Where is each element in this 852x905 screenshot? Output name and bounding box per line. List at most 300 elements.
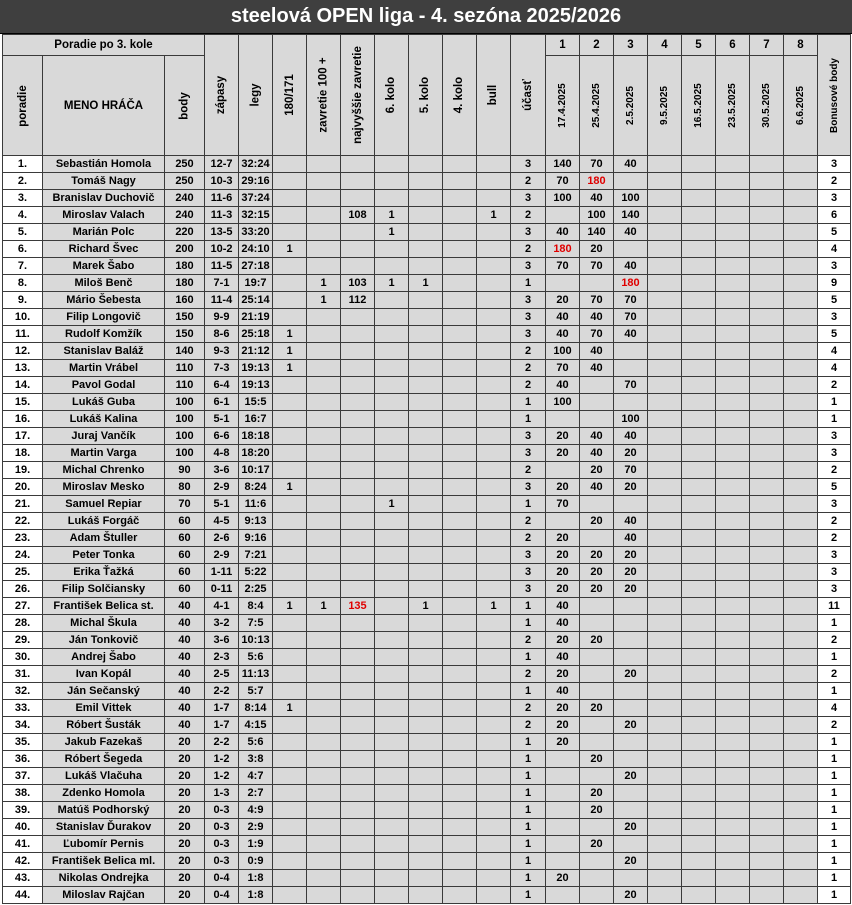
round-points-cell (783, 274, 818, 292)
round-points-cell (749, 155, 784, 173)
highest-checkout-cell (340, 852, 375, 870)
matches-cell: 9-9 (204, 308, 239, 326)
round-points-cell: 40 (545, 682, 580, 700)
matches-cell: 4-1 (204, 597, 239, 615)
round-points-cell (647, 784, 682, 802)
round-4-cell (442, 665, 477, 683)
round-points-cell (749, 563, 784, 581)
round-points-cell (647, 376, 682, 394)
round-points-cell (749, 801, 784, 819)
points-cell: 180 (164, 274, 205, 292)
round-4-cell (442, 733, 477, 751)
bonus-cell: 3 (817, 580, 851, 598)
checkout-100-cell (306, 869, 341, 887)
legs-cell: 29:16 (238, 172, 273, 190)
attendance-cell: 2 (510, 699, 546, 717)
round-points-cell (715, 886, 750, 904)
round-number: 2 (579, 34, 614, 56)
points-cell: 90 (164, 461, 205, 479)
bull-cell (476, 291, 511, 309)
round-points-cell (783, 597, 818, 615)
attendance-cell: 2 (510, 512, 546, 530)
attendance-cell: 2 (510, 461, 546, 479)
bonus-cell: 6 (817, 206, 851, 224)
round-6-cell (374, 852, 409, 870)
180-cell (272, 886, 307, 904)
player-name: Michal Chrenko (42, 461, 165, 479)
highest-checkout-cell (340, 580, 375, 598)
round-points-cell (579, 852, 614, 870)
checkout-100-cell: 1 (306, 274, 341, 292)
matches-cell: 11-5 (204, 257, 239, 275)
round-6-cell (374, 682, 409, 700)
round-points-cell (681, 580, 716, 598)
legs-cell: 24:10 (238, 240, 273, 258)
points-cell: 140 (164, 342, 205, 360)
round-points-cell (715, 733, 750, 751)
round-6-cell (374, 614, 409, 632)
highest-checkout-cell (340, 818, 375, 836)
round-points-cell (647, 461, 682, 479)
highest-checkout-cell (340, 393, 375, 411)
points-cell: 40 (164, 682, 205, 700)
highest-checkout-cell (340, 410, 375, 428)
round-points-cell (647, 308, 682, 326)
bonus-cell: 1 (817, 818, 851, 836)
attendance-cell: 1 (510, 835, 546, 853)
matches-cell: 0-3 (204, 801, 239, 819)
attendance-cell: 1 (510, 393, 546, 411)
checkout-100-cell (306, 529, 341, 547)
round-points-cell (749, 308, 784, 326)
highest-checkout-cell (340, 648, 375, 666)
highest-checkout-cell (340, 223, 375, 241)
bull-cell (476, 546, 511, 564)
legs-cell: 5:6 (238, 733, 273, 751)
round-points-cell: 40 (613, 325, 648, 343)
checkout-100-cell (306, 767, 341, 785)
round-points-cell (783, 223, 818, 241)
bonus-cell: 2 (817, 461, 851, 479)
bonus-cell: 2 (817, 376, 851, 394)
round-points-cell (749, 546, 784, 564)
round-points-cell (749, 869, 784, 887)
round-4-cell (442, 767, 477, 785)
round-points-cell: 20 (545, 529, 580, 547)
checkout-100-cell (306, 512, 341, 530)
round-points-cell (783, 665, 818, 683)
round-points-cell (579, 716, 614, 734)
round-points-cell: 20 (579, 835, 614, 853)
legs-cell: 2:7 (238, 784, 273, 802)
round-points-cell: 20 (579, 546, 614, 564)
round-points-cell (783, 886, 818, 904)
checkout-100-cell (306, 427, 341, 445)
round-points-cell (647, 767, 682, 785)
attendance-cell: 2 (510, 240, 546, 258)
round-points-cell: 20 (613, 767, 648, 785)
bonus-cell: 4 (817, 359, 851, 377)
bull-cell (476, 274, 511, 292)
round-points-cell (681, 529, 716, 547)
round-points-cell (783, 767, 818, 785)
attendance-cell: 1 (510, 750, 546, 768)
round-points-cell (681, 733, 716, 751)
round-points-cell (783, 393, 818, 411)
highest-checkout-cell (340, 767, 375, 785)
180-cell (272, 155, 307, 173)
round-4-cell (442, 478, 477, 496)
round-points-cell (613, 648, 648, 666)
180-cell (272, 665, 307, 683)
points-cell: 220 (164, 223, 205, 241)
checkout-100-cell (306, 410, 341, 428)
round-points-cell (783, 461, 818, 479)
round-points-cell (749, 495, 784, 513)
checkout-100-cell (306, 682, 341, 700)
attendance-cell: 3 (510, 444, 546, 462)
rank-cell: 41. (2, 835, 43, 853)
bonus-cell: 1 (817, 801, 851, 819)
round-4-cell (442, 427, 477, 445)
round-points-cell: 20 (545, 631, 580, 649)
rank-cell: 32. (2, 682, 43, 700)
round-points-cell (681, 546, 716, 564)
matches-cell: 13-5 (204, 223, 239, 241)
round-4-cell (442, 393, 477, 411)
header-highest-checkout-text: najvyššie zavretie (351, 46, 364, 144)
round-5-cell (408, 155, 443, 173)
round-points-cell (749, 597, 784, 615)
points-cell: 20 (164, 750, 205, 768)
bonus-cell: 3 (817, 427, 851, 445)
checkout-100-cell (306, 444, 341, 462)
bull-cell (476, 614, 511, 632)
round-points-cell (613, 342, 648, 360)
round-points-cell (749, 206, 784, 224)
round-points-cell (749, 682, 784, 700)
bonus-cell: 3 (817, 155, 851, 173)
round-4-cell (442, 257, 477, 275)
round-points-cell (783, 376, 818, 394)
legs-cell: 25:14 (238, 291, 273, 309)
bull-cell (476, 886, 511, 904)
checkout-100-cell (306, 206, 341, 224)
bull-cell (476, 325, 511, 343)
round-date-text: 23.5.2025 (727, 83, 738, 128)
round-points-cell: 70 (545, 495, 580, 513)
round-points-cell (715, 716, 750, 734)
round-points-cell (647, 529, 682, 547)
player-name: Tomáš Nagy (42, 172, 165, 190)
round-points-cell (681, 291, 716, 309)
bull-cell (476, 223, 511, 241)
header-legs-text: legy (249, 83, 262, 107)
round-4-cell (442, 818, 477, 836)
round-points-cell (545, 835, 580, 853)
rank-cell: 38. (2, 784, 43, 802)
round-points-cell (783, 818, 818, 836)
attendance-cell: 1 (510, 784, 546, 802)
attendance-cell: 1 (510, 495, 546, 513)
round-points-cell: 40 (579, 478, 614, 496)
points-cell: 150 (164, 325, 205, 343)
player-name: Martin Vrábel (42, 359, 165, 377)
points-cell: 110 (164, 376, 205, 394)
round-points-cell (545, 206, 580, 224)
round-points-cell (545, 274, 580, 292)
round-points-cell: 20 (579, 784, 614, 802)
bonus-cell: 1 (817, 852, 851, 870)
legs-cell: 32:24 (238, 155, 273, 173)
round-points-cell (613, 240, 648, 258)
round-points-cell: 70 (613, 308, 648, 326)
round-points-cell (545, 750, 580, 768)
checkout-100-cell (306, 818, 341, 836)
round-points-cell (579, 410, 614, 428)
rank-cell: 44. (2, 886, 43, 904)
round-5-cell (408, 580, 443, 598)
round-points-cell (715, 291, 750, 309)
player-name: Rudolf Komžík (42, 325, 165, 343)
matches-cell: 5-1 (204, 410, 239, 428)
checkout-100-cell (306, 223, 341, 241)
round-points-cell (715, 614, 750, 632)
rank-cell: 6. (2, 240, 43, 258)
round-4-cell (442, 155, 477, 173)
legs-cell: 19:13 (238, 376, 273, 394)
round-4-cell (442, 342, 477, 360)
matches-cell: 9-3 (204, 342, 239, 360)
bonus-cell: 3 (817, 444, 851, 462)
points-cell: 250 (164, 155, 205, 173)
round-points-cell (613, 359, 648, 377)
round-points-cell: 20 (613, 546, 648, 564)
round-6-cell (374, 818, 409, 836)
round-points-cell (681, 801, 716, 819)
round-points-cell (681, 852, 716, 870)
round-points-cell (715, 240, 750, 258)
round-points-cell (681, 308, 716, 326)
attendance-cell: 2 (510, 529, 546, 547)
round-points-cell (783, 733, 818, 751)
bonus-cell: 4 (817, 240, 851, 258)
highest-checkout-cell (340, 750, 375, 768)
points-cell: 20 (164, 767, 205, 785)
180-cell (272, 682, 307, 700)
matches-cell: 11-4 (204, 291, 239, 309)
round-4-cell (442, 410, 477, 428)
round-points-cell (715, 410, 750, 428)
round-points-cell (715, 529, 750, 547)
round-points-cell: 20 (545, 869, 580, 887)
header-points-text: body (178, 91, 191, 120)
round-points-cell (749, 580, 784, 598)
round-points-cell (749, 444, 784, 462)
points-cell: 100 (164, 410, 205, 428)
points-cell: 20 (164, 869, 205, 887)
player-name: Juraj Vančík (42, 427, 165, 445)
round-points-cell (681, 631, 716, 649)
round-6-cell (374, 189, 409, 207)
round-5-cell (408, 512, 443, 530)
round-points-cell (579, 393, 614, 411)
rank-cell: 15. (2, 393, 43, 411)
checkout-100-cell (306, 733, 341, 751)
checkout-100-cell (306, 240, 341, 258)
bull-cell (476, 580, 511, 598)
round-5-cell (408, 461, 443, 479)
bull-cell (476, 461, 511, 479)
header-checkout-100-text: zavretie 100 + (317, 57, 330, 133)
bull-cell (476, 495, 511, 513)
legs-cell: 1:8 (238, 869, 273, 887)
round-4-cell (442, 444, 477, 462)
attendance-cell: 2 (510, 376, 546, 394)
header-round-4-text: 4. kolo (453, 76, 466, 114)
bull-cell (476, 818, 511, 836)
checkout-100-cell (306, 189, 341, 207)
round-points-cell: 40 (545, 376, 580, 394)
player-name: Andrej Šabo (42, 648, 165, 666)
player-name: Michal Škula (42, 614, 165, 632)
round-points-cell (783, 155, 818, 173)
rank-cell: 35. (2, 733, 43, 751)
round-points-cell: 70 (545, 172, 580, 190)
round-5-cell (408, 393, 443, 411)
checkout-100-cell (306, 546, 341, 564)
attendance-cell: 3 (510, 223, 546, 241)
round-date (647, 55, 682, 156)
highest-checkout-cell (340, 733, 375, 751)
points-cell: 40 (164, 614, 205, 632)
round-points-cell (647, 495, 682, 513)
attendance-cell: 3 (510, 189, 546, 207)
round-points-cell: 20 (613, 665, 648, 683)
bull-cell (476, 852, 511, 870)
points-cell: 60 (164, 580, 205, 598)
round-5-cell (408, 529, 443, 547)
attendance-cell: 3 (510, 257, 546, 275)
round-points-cell (749, 699, 784, 717)
matches-cell: 10-3 (204, 172, 239, 190)
round-points-cell (715, 223, 750, 241)
matches-cell: 3-6 (204, 631, 239, 649)
round-points-cell (783, 427, 818, 445)
round-number: 4 (647, 34, 682, 56)
round-5-cell (408, 546, 443, 564)
rank-cell: 30. (2, 648, 43, 666)
rank-cell: 43. (2, 869, 43, 887)
round-points-cell (647, 631, 682, 649)
round-5-cell (408, 648, 443, 666)
player-name: Peter Tonka (42, 546, 165, 564)
header-round-6-text: 6. kolo (385, 76, 398, 114)
round-points-cell: 20 (613, 580, 648, 598)
checkout-100-cell (306, 325, 341, 343)
matches-cell: 0-3 (204, 852, 239, 870)
matches-cell: 7-1 (204, 274, 239, 292)
round-points-cell: 20 (545, 716, 580, 734)
round-4-cell (442, 461, 477, 479)
round-points-cell (783, 291, 818, 309)
bull-cell (476, 699, 511, 717)
legs-cell: 8:14 (238, 699, 273, 717)
round-points-cell (715, 563, 750, 581)
round-5-cell (408, 308, 443, 326)
bonus-cell: 1 (817, 784, 851, 802)
round-6-cell (374, 172, 409, 190)
180-cell (272, 648, 307, 666)
points-cell: 180 (164, 257, 205, 275)
legs-cell: 5:6 (238, 648, 273, 666)
round-points-cell: 20 (545, 427, 580, 445)
highest-checkout-cell (340, 699, 375, 717)
round-points-cell (749, 529, 784, 547)
round-points-cell: 40 (579, 444, 614, 462)
attendance-cell: 2 (510, 665, 546, 683)
rank-cell: 12. (2, 342, 43, 360)
round-points-cell: 70 (613, 376, 648, 394)
round-points-cell (545, 410, 580, 428)
standings-label: Poradie po 3. kole (2, 34, 205, 56)
bull-cell (476, 835, 511, 853)
round-points-cell (783, 206, 818, 224)
round-6-cell (374, 733, 409, 751)
round-points-cell (681, 495, 716, 513)
round-points-cell: 40 (579, 342, 614, 360)
round-4-cell (442, 784, 477, 802)
player-name: Filip Solčiansky (42, 580, 165, 598)
points-cell: 60 (164, 529, 205, 547)
round-points-cell: 40 (613, 257, 648, 275)
round-points-cell (715, 461, 750, 479)
round-points-cell (749, 665, 784, 683)
rank-cell: 42. (2, 852, 43, 870)
round-points-cell (749, 478, 784, 496)
points-cell: 150 (164, 308, 205, 326)
round-points-cell: 20 (579, 580, 614, 598)
points-cell: 40 (164, 648, 205, 666)
rank-cell: 23. (2, 529, 43, 547)
round-points-cell (647, 648, 682, 666)
round-points-cell (715, 699, 750, 717)
round-points-cell (647, 427, 682, 445)
round-date-text: 2.5.2025 (625, 86, 636, 125)
round-points-cell (647, 835, 682, 853)
round-4-cell (442, 376, 477, 394)
round-points-cell: 70 (579, 155, 614, 173)
round-points-cell (647, 257, 682, 275)
round-points-cell (681, 597, 716, 615)
round-points-cell (613, 733, 648, 751)
round-points-cell (647, 444, 682, 462)
matches-cell: 1-11 (204, 563, 239, 581)
attendance-cell: 2 (510, 172, 546, 190)
header-matches (204, 34, 239, 156)
attendance-cell: 1 (510, 767, 546, 785)
highest-checkout-cell (340, 835, 375, 853)
round-points-cell (783, 359, 818, 377)
rank-cell: 31. (2, 665, 43, 683)
bull-cell (476, 750, 511, 768)
round-points-cell (545, 801, 580, 819)
round-points-cell (681, 376, 716, 394)
180-cell: 1 (272, 597, 307, 615)
player-name: Miroslav Mesko (42, 478, 165, 496)
round-points-cell (647, 682, 682, 700)
bonus-cell: 1 (817, 393, 851, 411)
